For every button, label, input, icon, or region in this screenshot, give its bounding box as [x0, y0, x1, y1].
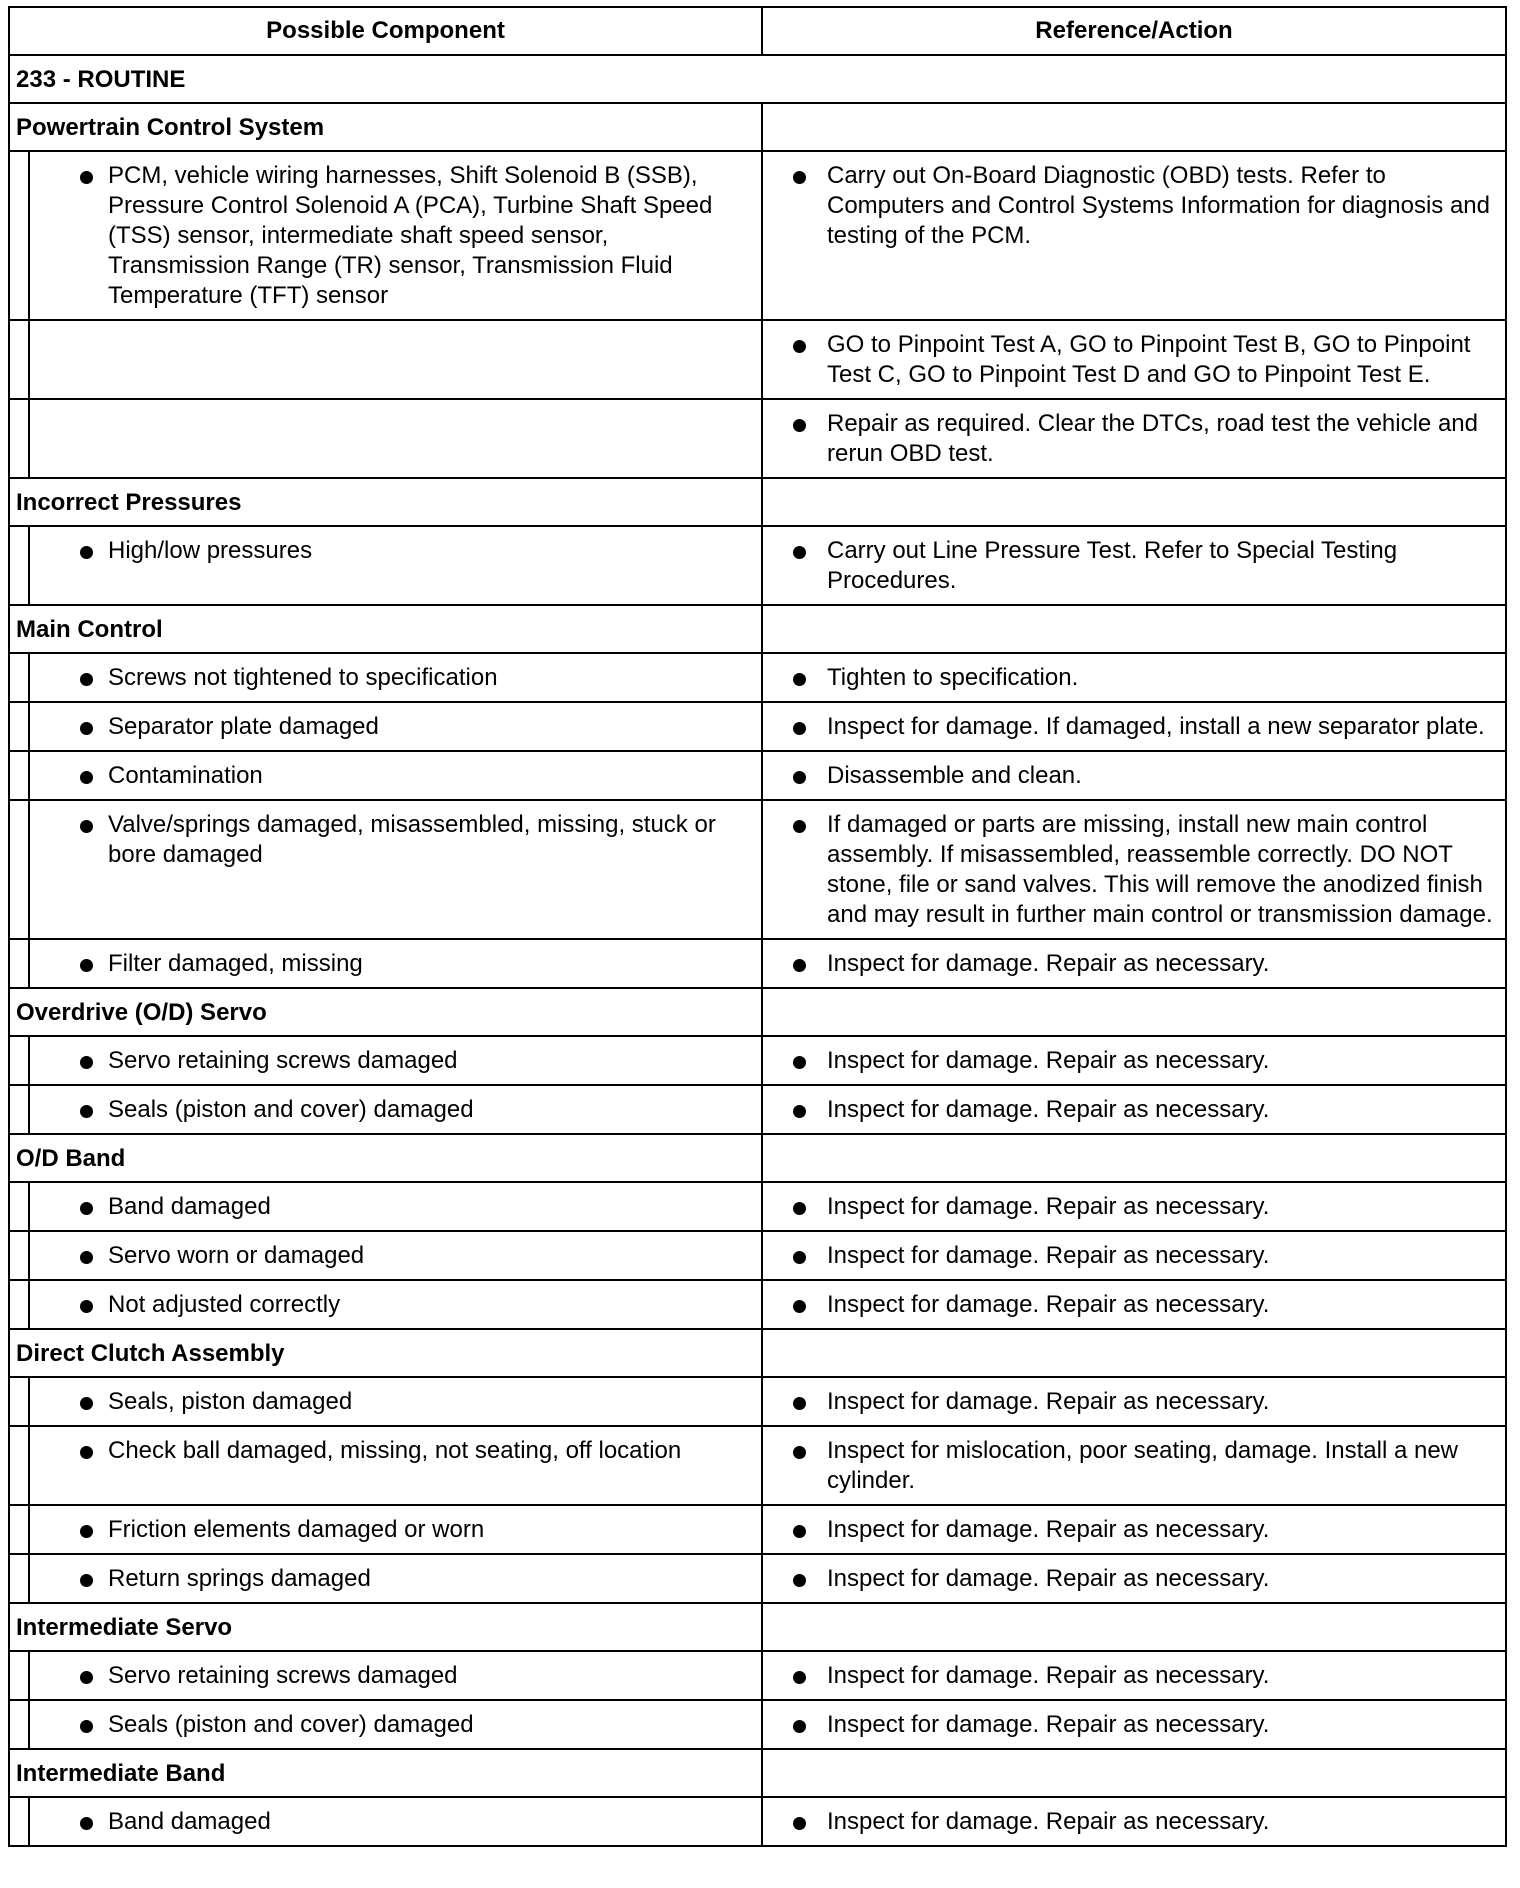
table-row: [9, 653, 1506, 702]
action-text: Inspect for damage. Repair as necessary.: [827, 1242, 1270, 1269]
action-cell: [762, 1651, 1506, 1700]
action-cell: [762, 1036, 1506, 1085]
table-row: [9, 151, 1506, 320]
component-item: [36, 1387, 755, 1417]
group-title: Overdrive (O/D) Servo: [9, 988, 762, 1036]
action-text: Inspect for damage. Repair as necessary.: [827, 1565, 1270, 1592]
bullet-icon: [793, 1525, 806, 1538]
bullet-icon: [793, 1671, 806, 1684]
bullet-icon: [793, 1105, 806, 1118]
component-text: Not adjusted correctly: [108, 1291, 341, 1318]
indent-cell: [9, 1231, 29, 1280]
component-cell: [29, 399, 762, 478]
action-cell: [762, 1085, 1506, 1134]
bullet-icon: [793, 171, 806, 184]
component-text: Screws not tightened to specification: [108, 664, 498, 691]
group-action-empty: [762, 103, 1506, 151]
group-row: [9, 605, 1506, 653]
group-action-empty: [762, 1749, 1506, 1797]
action-text: Inspect for damage. Repair as necessary.: [827, 1516, 1270, 1543]
component-cell: [29, 702, 762, 751]
indent-cell: [9, 320, 29, 399]
group-title: Intermediate Servo: [9, 1603, 762, 1651]
group-title: Direct Clutch Assembly: [9, 1329, 762, 1377]
action-item: [769, 761, 1499, 791]
bullet-icon: [80, 1202, 93, 1215]
component-item: [36, 663, 755, 693]
action-text: Inspect for damage. Repair as necessary.: [827, 1388, 1270, 1415]
action-cell: [762, 1231, 1506, 1280]
bullet-icon: [80, 1525, 93, 1538]
component-text: Servo worn or damaged: [108, 1242, 365, 1269]
action-cell: [762, 1554, 1506, 1603]
bullet-icon: [793, 722, 806, 735]
action-text: Inspect for damage. Repair as necessary.: [827, 1808, 1270, 1835]
component-text: Valve/springs damaged, misassembled, missing, stuck or bore damaged: [108, 811, 716, 868]
component-cell: [29, 1797, 762, 1846]
action-cell: [762, 702, 1506, 751]
indent-cell: [9, 1554, 29, 1603]
table-row: [9, 1505, 1506, 1554]
group-title: Incorrect Pressures: [9, 478, 762, 526]
component-cell: [29, 1036, 762, 1085]
component-text: Seals (piston and cover) damaged: [108, 1711, 474, 1738]
group-action-empty: [762, 478, 1506, 526]
component-cell: [29, 800, 762, 939]
component-item: [36, 712, 755, 742]
table-row: [9, 1036, 1506, 1085]
bullet-icon: [793, 771, 806, 784]
section-title: 233 - ROUTINE: [9, 55, 1506, 103]
component-cell: [29, 939, 762, 988]
component-item: [36, 1290, 755, 1320]
action-item: [769, 409, 1499, 469]
table-row: [9, 1280, 1506, 1329]
action-cell: [762, 320, 1506, 399]
group-title: Powertrain Control System: [9, 103, 762, 151]
action-text: Inspect for damage. Repair as necessary.: [827, 1047, 1270, 1074]
bullet-icon: [80, 771, 93, 784]
component-text: Band damaged: [108, 1193, 271, 1220]
component-item: [36, 1046, 755, 1076]
group-action-empty: [762, 1329, 1506, 1377]
indent-cell: [9, 1651, 29, 1700]
indent-cell: [9, 702, 29, 751]
component-item: [36, 1241, 755, 1271]
bullet-icon: [80, 1056, 93, 1069]
component-item: [36, 1807, 755, 1837]
action-cell: [762, 800, 1506, 939]
component-cell: [29, 320, 762, 399]
action-text: Inspect for damage. Repair as necessary.: [827, 1193, 1270, 1220]
table-row: [9, 526, 1506, 605]
component-text: Return springs damaged: [108, 1565, 371, 1592]
action-item: [769, 1241, 1499, 1271]
component-item: [36, 1515, 755, 1545]
component-item: [36, 1564, 755, 1594]
action-text: If damaged or parts are missing, install new main control assembly. If misassembled, reassemble correctly. DO NOT stone, file or sand valves. This will remove the anodized finish and may result in further main control or transmission damage.: [827, 811, 1493, 928]
component-cell: [29, 1505, 762, 1554]
bullet-icon: [80, 1720, 93, 1733]
component-item: [36, 1095, 755, 1125]
bullet-icon: [80, 1251, 93, 1264]
action-item: [769, 1661, 1499, 1691]
action-text: Repair as required. Clear the DTCs, road test the vehicle and rerun OBD test.: [827, 410, 1478, 467]
table-row: [9, 800, 1506, 939]
indent-cell: [9, 1700, 29, 1749]
action-cell: [762, 399, 1506, 478]
bullet-icon: [80, 722, 93, 735]
component-cell: [29, 1377, 762, 1426]
component-text: Filter damaged, missing: [108, 950, 363, 977]
indent-cell: [9, 1426, 29, 1505]
bullet-icon: [80, 171, 93, 184]
table-row: [9, 751, 1506, 800]
component-cell: [29, 1280, 762, 1329]
bullet-icon: [80, 1446, 93, 1459]
action-item: [769, 1436, 1499, 1496]
component-text: Servo retaining screws damaged: [108, 1047, 458, 1074]
action-cell: [762, 1700, 1506, 1749]
indent-cell: [9, 1505, 29, 1554]
component-cell: [29, 1426, 762, 1505]
component-item: [36, 1661, 755, 1691]
action-text: Disassemble and clean.: [827, 762, 1082, 789]
component-text: Seals, piston damaged: [108, 1388, 353, 1415]
action-item: [769, 1192, 1499, 1222]
action-item: [769, 1710, 1499, 1740]
table-row: [9, 1182, 1506, 1231]
table-row: [9, 1700, 1506, 1749]
component-cell: [29, 526, 762, 605]
component-cell: [29, 1182, 762, 1231]
action-item: [769, 330, 1499, 390]
action-item: [769, 949, 1499, 979]
group-title: O/D Band: [9, 1134, 762, 1182]
component-text: Contamination: [108, 762, 263, 789]
bullet-icon: [793, 959, 806, 972]
component-cell: [29, 1085, 762, 1134]
action-text: Carry out On-Board Diagnostic (OBD) tests. Refer to Computers and Control Systems Information for diagnosis and testing of the PCM.: [827, 162, 1490, 249]
group-title: Intermediate Band: [9, 1749, 762, 1797]
action-cell: [762, 653, 1506, 702]
action-text: Inspect for damage. If damaged, install a new separator plate.: [827, 713, 1485, 740]
table-row: [9, 1377, 1506, 1426]
action-cell: [762, 1182, 1506, 1231]
indent-cell: [9, 1280, 29, 1329]
bullet-icon: [793, 419, 806, 432]
indent-cell: [9, 1182, 29, 1231]
group-row: [9, 1603, 1506, 1651]
group-action-empty: [762, 988, 1506, 1036]
group-row: [9, 478, 1506, 526]
action-cell: [762, 1797, 1506, 1846]
component-item: [36, 1192, 755, 1222]
component-text: Separator plate damaged: [108, 713, 379, 740]
action-item: [769, 1807, 1499, 1837]
table-row: [9, 1426, 1506, 1505]
action-item: [769, 161, 1499, 251]
bullet-icon: [793, 1202, 806, 1215]
action-text: GO to Pinpoint Test A, GO to Pinpoint Test B, GO to Pinpoint Test C, GO to Pinpoint Test D and GO to Pinpoint Test E.: [827, 331, 1471, 388]
indent-cell: [9, 1377, 29, 1426]
component-text: High/low pressures: [108, 537, 313, 564]
bullet-icon: [793, 820, 806, 833]
group-action-empty: [762, 605, 1506, 653]
component-cell: [29, 1554, 762, 1603]
bullet-icon: [793, 1574, 806, 1587]
action-item: [769, 536, 1499, 596]
table-row: [9, 1231, 1506, 1280]
action-text: Inspect for damage. Repair as necessary.: [827, 1711, 1270, 1738]
action-cell: [762, 1280, 1506, 1329]
bullet-icon: [80, 673, 93, 686]
action-cell: [762, 1377, 1506, 1426]
action-cell: [762, 1505, 1506, 1554]
component-item: [36, 810, 755, 870]
action-text: Inspect for damage. Repair as necessary.: [827, 950, 1270, 977]
table-row: [9, 1085, 1506, 1134]
header-possible-component: Possible Component: [9, 7, 762, 55]
action-text: Inspect for mislocation, poor seating, damage. Install a new cylinder.: [827, 1437, 1459, 1494]
group-row: [9, 103, 1506, 151]
bullet-icon: [80, 1105, 93, 1118]
action-item: [769, 1046, 1499, 1076]
table-row: [9, 320, 1506, 399]
component-item: [36, 949, 755, 979]
component-cell: [29, 1231, 762, 1280]
component-item: [36, 1436, 755, 1466]
indent-cell: [9, 1797, 29, 1846]
action-text: Inspect for damage. Repair as necessary.: [827, 1096, 1270, 1123]
component-cell: [29, 151, 762, 320]
bullet-icon: [793, 1446, 806, 1459]
component-text: Check ball damaged, missing, not seating, off location: [108, 1437, 682, 1464]
indent-cell: [9, 1036, 29, 1085]
group-row: [9, 1329, 1506, 1377]
group-action-empty: [762, 1134, 1506, 1182]
group-title: Main Control: [9, 605, 762, 653]
component-item: [36, 536, 755, 566]
bullet-icon: [80, 1300, 93, 1313]
bullet-icon: [80, 546, 93, 559]
component-cell: [29, 653, 762, 702]
action-item: [769, 1095, 1499, 1125]
component-text: Seals (piston and cover) damaged: [108, 1096, 474, 1123]
group-action-empty: [762, 1603, 1506, 1651]
bullet-icon: [793, 1056, 806, 1069]
indent-cell: [9, 151, 29, 320]
bullet-icon: [793, 1720, 806, 1733]
component-text: PCM, vehicle wiring harnesses, Shift Solenoid B (SSB), Pressure Control Solenoid A (PCA), Turbine Shaft Speed (TSS) sensor, intermediate shaft speed sensor, Transmission Range (TR) sensor, Transmission Fluid Temperature (TFT) sensor: [108, 162, 713, 309]
bullet-icon: [793, 1300, 806, 1313]
table-row: [9, 1651, 1506, 1700]
group-row: [9, 1749, 1506, 1797]
table-header-row: [9, 7, 1506, 55]
component-cell: [29, 1700, 762, 1749]
indent-cell: [9, 1085, 29, 1134]
table-row: [9, 702, 1506, 751]
action-cell: [762, 751, 1506, 800]
indent-cell: [9, 939, 29, 988]
action-item: [769, 712, 1499, 742]
bullet-icon: [80, 1671, 93, 1684]
action-text: Carry out Line Pressure Test. Refer to Special Testing Procedures.: [827, 537, 1398, 594]
action-item: [769, 1515, 1499, 1545]
component-item: [36, 1710, 755, 1740]
table-row: [9, 399, 1506, 478]
action-item: [769, 1564, 1499, 1594]
section-row: [9, 55, 1506, 103]
indent-cell: [9, 751, 29, 800]
component-text: Band damaged: [108, 1808, 271, 1835]
table-row: [9, 939, 1506, 988]
table-body: [9, 55, 1506, 1846]
indent-cell: [9, 653, 29, 702]
action-item: [769, 1387, 1499, 1417]
action-cell: [762, 939, 1506, 988]
action-text: Tighten to specification.: [827, 664, 1079, 691]
table-row: [9, 1554, 1506, 1603]
bullet-icon: [80, 1397, 93, 1410]
bullet-icon: [80, 959, 93, 972]
indent-cell: [9, 399, 29, 478]
indent-cell: [9, 800, 29, 939]
component-text: Servo retaining screws damaged: [108, 1662, 458, 1689]
table-row: [9, 1797, 1506, 1846]
header-reference-action: Reference/Action: [762, 7, 1506, 55]
action-item: [769, 663, 1499, 693]
bullet-icon: [793, 1817, 806, 1830]
action-cell: [762, 526, 1506, 605]
action-item: [769, 810, 1499, 930]
bullet-icon: [80, 820, 93, 833]
component-cell: [29, 1651, 762, 1700]
bullet-icon: [793, 340, 806, 353]
component-text: Friction elements damaged or worn: [108, 1516, 485, 1543]
component-item: [36, 161, 755, 311]
group-row: [9, 1134, 1506, 1182]
diagnostic-table: [8, 6, 1507, 1847]
bullet-icon: [793, 546, 806, 559]
bullet-icon: [793, 673, 806, 686]
indent-cell: [9, 526, 29, 605]
bullet-icon: [80, 1817, 93, 1830]
group-row: [9, 988, 1506, 1036]
action-text: Inspect for damage. Repair as necessary.: [827, 1662, 1270, 1689]
action-cell: [762, 1426, 1506, 1505]
bullet-icon: [793, 1397, 806, 1410]
component-cell: [29, 751, 762, 800]
action-text: Inspect for damage. Repair as necessary.: [827, 1291, 1270, 1318]
bullet-icon: [793, 1251, 806, 1264]
bullet-icon: [80, 1574, 93, 1587]
component-item: [36, 761, 755, 791]
action-item: [769, 1290, 1499, 1320]
action-cell: [762, 151, 1506, 320]
diagnostic-table-container: [8, 6, 1505, 1847]
